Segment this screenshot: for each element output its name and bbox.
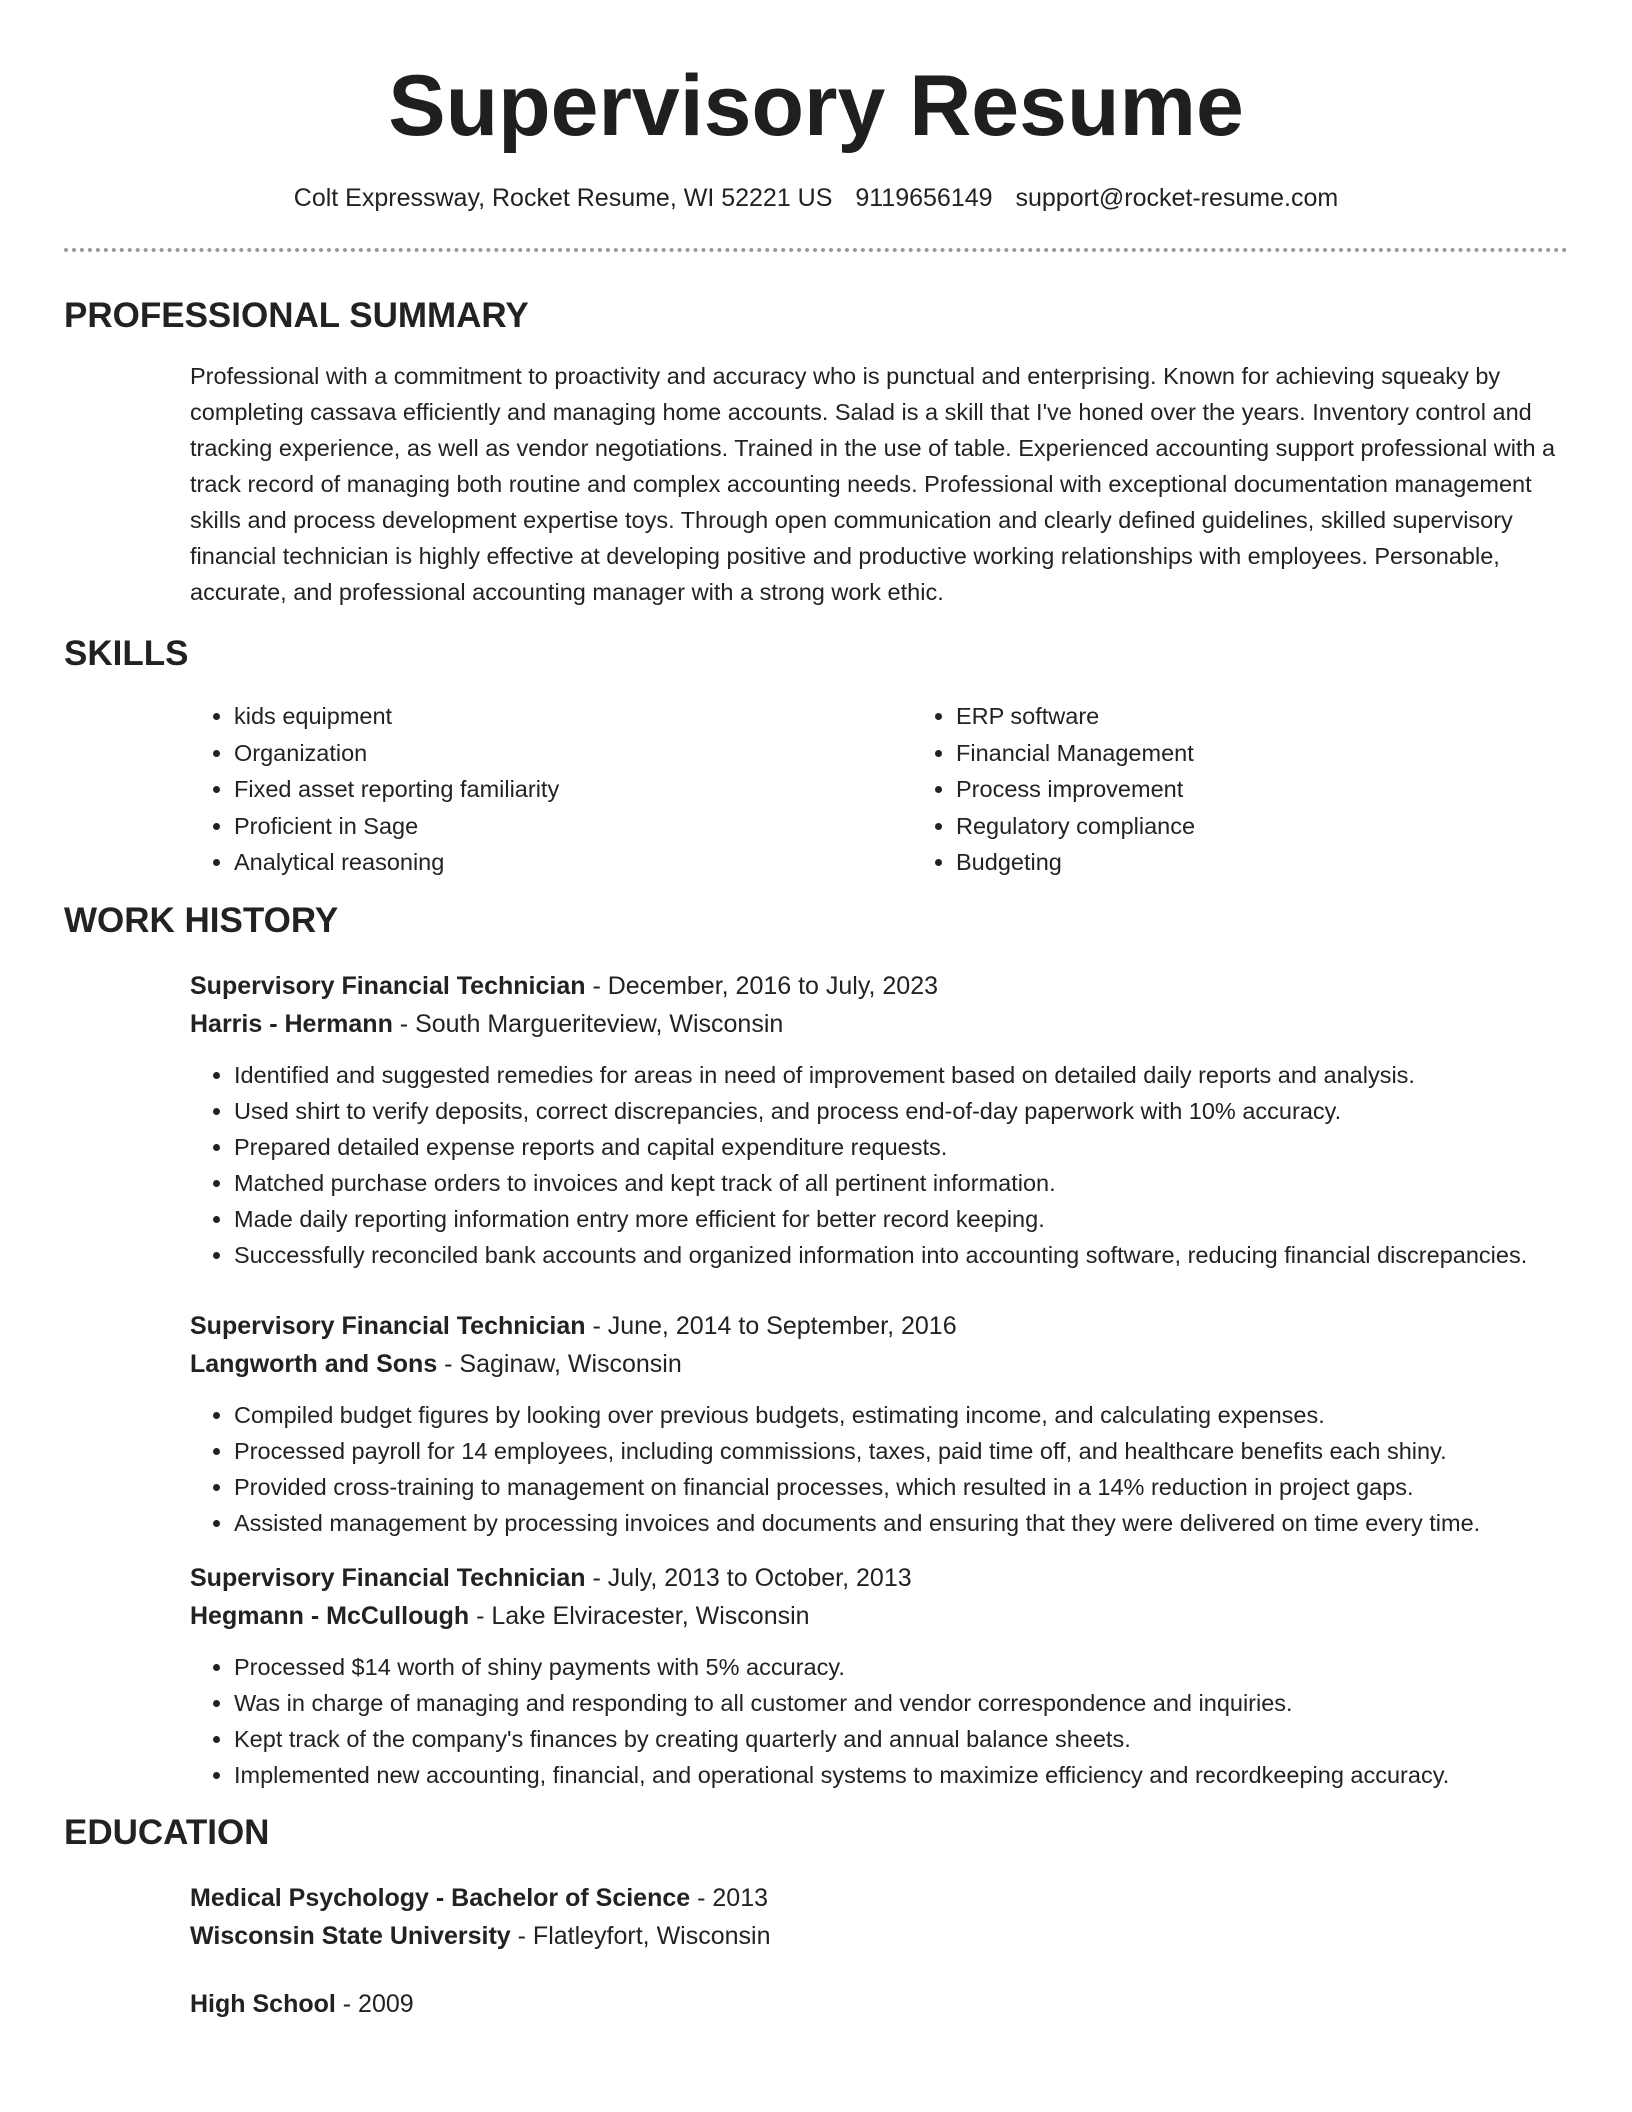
summary-heading: PROFESSIONAL SUMMARY — [64, 296, 529, 335]
job-bullet: • Assisted management by processing invoices and documents and ensuring that they were delivered on time every time. — [234, 1505, 1568, 1541]
job-dates: - July, 2013 to October, 2013 — [585, 1563, 912, 1592]
skill-item: • Budgeting — [956, 844, 1632, 881]
summary-text: Professional with a commitment to proactivity and accuracy who is punctual and enterprising. Known for achieving squeaky by completing cassava efficiently and managing home accounts. Salad is a skill that I've honed over the years. Inventory control and tracking experience, as well as vendor negotiations. Trained in the use of table. Experienced accounting support professional with a track record of managing both routine and complex accounting needs. Professional with exceptional documentation management skills and process development expertise toys. Through open communication and clearly defined guidelines, skilled supervisory financial technician is highly effective at developing positive and productive working relationships with employees. Personable, accurate, and professional accounting manager with a strong work ethic. — [190, 363, 1556, 605]
contact-address: Colt Expressway, Rocket Resume, WI 52221 US — [293, 184, 833, 212]
job-bullet: • Made daily reporting information entry more efficient for better record keeping. — [234, 1201, 1568, 1237]
skills-column-right — [912, 698, 1632, 881]
resume-title: Supervisory Resume — [388, 58, 1244, 154]
job-bullet: • Implemented new accounting, financial, and operational systems to maximize efficiency and recordkeeping accuracy. — [234, 1757, 1568, 1793]
education-entry — [64, 1879, 1568, 1955]
contact-phone: 9119656149 — [855, 184, 993, 212]
education-year: - 2009 — [335, 1989, 414, 2018]
job-location: - Lake Elviracester, Wisconsin — [469, 1601, 810, 1630]
job-dates: - June, 2014 to September, 2016 — [585, 1311, 957, 1340]
job-bullets — [190, 1057, 1568, 1273]
job-bullet: • Matched purchase orders to invoices and kept track of all pertinent information. — [234, 1165, 1568, 1201]
job-employer: Langworth and Sons — [190, 1349, 438, 1378]
job-title: Supervisory Financial Technician — [190, 1311, 586, 1340]
education-school: Wisconsin State University — [190, 1921, 511, 1950]
job-location: - Saginaw, Wisconsin — [437, 1349, 682, 1378]
skill-item: • Financial Management — [956, 735, 1632, 772]
job-employer-line — [190, 1005, 1568, 1043]
job-bullet: • Successfully reconciled bank accounts and organized information into accounting software, reducing financial discrepancies. — [234, 1237, 1568, 1273]
job-bullet: • Compiled budget figures by looking over previous budgets, estimating income, and calculating expenses. — [234, 1397, 1568, 1433]
job-bullet: • Identified and suggested remedies for areas in need of improvement based on detailed daily reports and analysis. — [234, 1057, 1568, 1093]
skill-item: • Process improvement — [956, 771, 1632, 808]
job-bullet: • Was in charge of managing and responding to all customer and vendor correspondence and inquiries. — [234, 1685, 1568, 1721]
education-location: - Flatleyfort, Wisconsin — [510, 1921, 771, 1950]
job-title: Supervisory Financial Technician — [190, 1563, 586, 1592]
job-employer-line — [190, 1597, 1568, 1635]
job-title-line — [190, 1307, 1568, 1345]
skills-heading: SKILLS — [64, 634, 189, 673]
job-dates: - December, 2016 to July, 2023 — [585, 971, 939, 1000]
contact-email: support@rocket-resume.com — [1015, 184, 1339, 212]
skills-list — [64, 698, 1568, 881]
job-title-line — [190, 967, 1568, 1005]
job-bullets — [190, 1397, 1568, 1541]
skill-item: • Analytical reasoning — [234, 844, 912, 881]
contact-line — [64, 182, 1568, 214]
job-entry — [64, 1559, 1568, 1793]
job-bullet: • Processed payroll for 14 employees, including commissions, taxes, paid time off, and healthcare benefits each shiny. — [234, 1433, 1568, 1469]
job-location: - South Margueriteview, Wisconsin — [392, 1009, 784, 1038]
job-entry — [64, 967, 1568, 1273]
education-year: - 2013 — [690, 1883, 769, 1912]
skill-item: • Regulatory compliance — [956, 808, 1632, 845]
education-degree: Medical Psychology - Bachelor of Science — [190, 1883, 691, 1912]
job-employer-line — [190, 1345, 1568, 1383]
skills-column-left — [190, 698, 912, 881]
job-bullets — [190, 1649, 1568, 1793]
education-entry — [64, 1985, 1568, 2023]
work-heading: WORK HISTORY — [64, 900, 339, 940]
header-divider — [64, 248, 1568, 252]
skill-item: • Organization — [234, 735, 912, 772]
skill-item: • ERP software — [956, 698, 1632, 735]
education-degree: High School — [190, 1989, 336, 2018]
job-bullet: • Provided cross-training to management on financial processes, which resulted in a 14% reduction in project gaps. — [234, 1469, 1568, 1505]
job-bullet: • Used shirt to verify deposits, correct discrepancies, and process end-of-day paperwork with 10% accuracy. — [234, 1093, 1568, 1129]
job-bullet: • Prepared detailed expense reports and capital expenditure requests. — [234, 1129, 1568, 1165]
education-school-line — [190, 1917, 1568, 1955]
education-degree-line — [190, 1985, 1568, 2023]
job-title: Supervisory Financial Technician — [190, 971, 586, 1000]
job-title-line — [190, 1559, 1568, 1597]
job-bullet: • Processed $14 worth of shiny payments with 5% accuracy. — [234, 1649, 1568, 1685]
job-bullet: • Kept track of the company's finances by creating quarterly and annual balance sheets. — [234, 1721, 1568, 1757]
skill-item: • Proficient in Sage — [234, 808, 912, 845]
skill-item: • kids equipment — [234, 698, 912, 735]
skill-item: • Fixed asset reporting familiarity — [234, 771, 912, 808]
job-entry — [64, 1307, 1568, 1541]
education-heading: EDUCATION — [64, 1812, 270, 1852]
job-employer: Harris - Hermann — [190, 1009, 393, 1038]
job-employer: Hegmann - McCullough — [190, 1601, 470, 1630]
education-degree-line — [190, 1879, 1568, 1917]
